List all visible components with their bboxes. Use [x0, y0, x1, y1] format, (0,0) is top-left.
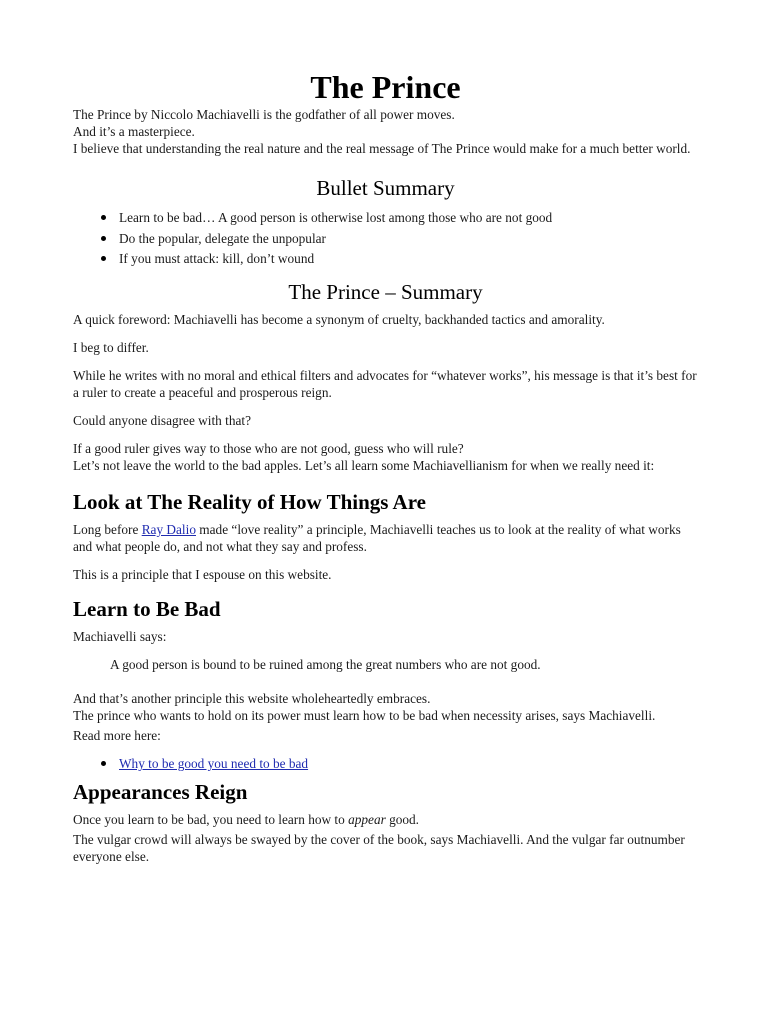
learn-bad-paragraph-2: [73, 690, 698, 744]
summary-paragraph-5a: If a good ruler gives way to those who are not good, guess who will rule?: [73, 441, 464, 456]
learn-bad-line-b: The prince who wants to hold on its power must learn how to be bad when necessity arises, says Machiavelli.: [73, 708, 656, 723]
appearances-line-2: The vulgar crowd will always be swayed by the cover of the book, says Machiavelli. And the vulgar far outnumber everyone else.: [73, 832, 685, 864]
bullet-icon: [101, 215, 106, 220]
learn-bad-line-a: And that’s another principle this website wholeheartedly embraces.: [73, 691, 431, 706]
intro-line-3: I believe that understanding the real nature and the real message of The Prince would make for a much better world.: [73, 141, 691, 156]
intro-line-1: The Prince by Niccolo Machiavelli is the godfather of all power moves.: [73, 107, 455, 122]
summary-paragraph-5b: Let’s not leave the world to the bad apples. Let’s all learn some Machiavellianism for when we really need it:: [73, 458, 655, 473]
list-item: [119, 755, 698, 772]
intro-line-2: And it’s a masterpiece.: [73, 124, 195, 139]
block-quote: A good person is bound to be ruined among the great numbers who are not good.: [110, 657, 541, 672]
reality-paragraph-2: This is a principle that I espouse on this website.: [73, 567, 332, 582]
list-item-text: If you must attack: kill, don’t wound: [119, 251, 315, 266]
summary-paragraph-5: [73, 440, 698, 474]
bullet-summary-heading: Bullet Summary: [316, 176, 455, 200]
summary-heading: The Prince – Summary: [288, 280, 483, 304]
appearances-line-1: [73, 811, 698, 828]
reality-heading: Look at The Reality of How Things Are: [73, 490, 426, 514]
appearances-paragraph: [73, 811, 698, 865]
appearances-text-before: Once you learn to be bad, you need to learn how to: [73, 812, 349, 827]
list-item: [119, 209, 698, 226]
list-item-text: Learn to be bad… A good person is otherwise lost among those who are not good: [119, 210, 553, 225]
ray-dalio-link[interactable]: Ray Dalio: [141, 522, 196, 537]
summary-paragraph-1: A quick foreword: Machiavelli has become a synonym of cruelty, backhanded tactics and amorality.: [73, 312, 605, 327]
intro-block: [73, 106, 698, 157]
summary-paragraph-3: While he writes with no moral and ethical filters and advocates for “whatever works”, his message is that it’s best for a ruler to create a peaceful and prosperous reign.: [73, 368, 697, 400]
bullet-summary-list: [73, 209, 698, 267]
read-more-list: [73, 755, 698, 772]
page-title: The Prince: [310, 69, 461, 105]
appearances-heading: Appearances Reign: [73, 780, 248, 804]
document-page: [73, 68, 698, 865]
why-good-bad-link[interactable]: Why to be good you need to be bad: [119, 756, 309, 771]
appearances-text-after: good.: [385, 812, 420, 827]
list-item-text: Do the popular, delegate the unpopular: [119, 230, 326, 246]
list-item: [119, 230, 698, 247]
summary-paragraph-2: I beg to differ.: [73, 340, 149, 355]
reality-text-before: Long before: [73, 522, 142, 537]
learn-bad-line-c: Read more here:: [73, 728, 161, 743]
bullet-icon: [101, 256, 106, 261]
bullet-icon: [101, 761, 106, 766]
learn-bad-heading: Learn to Be Bad: [73, 597, 221, 621]
bullet-icon: [101, 236, 106, 241]
learn-bad-paragraph-1: Machiavelli says:: [73, 629, 167, 644]
reality-paragraph-1: [73, 521, 698, 555]
appear-emphasis: appear: [348, 812, 386, 827]
summary-paragraph-4: Could anyone disagree with that?: [73, 413, 251, 428]
reality-text-after: made “love reality” a principle, Machiavelli teaches us to look at the reality of what works and what people do, and not what they say and profess.: [73, 522, 681, 554]
list-item: [119, 250, 698, 267]
